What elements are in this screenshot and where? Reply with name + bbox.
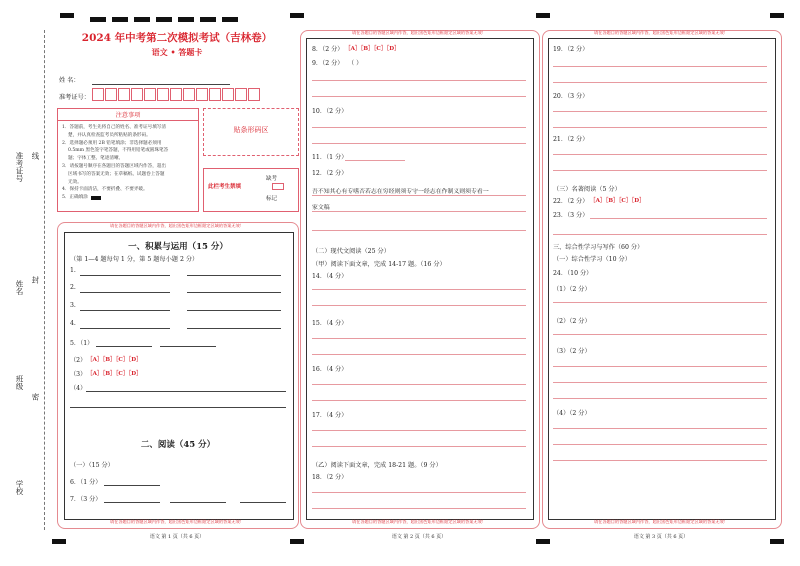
q24-4-line[interactable] [553,428,767,429]
q10-line[interactable] [312,143,526,144]
timing-mark [770,13,784,18]
q5-3-choices[interactable]: ［A］［B］［C］［D］ [87,371,142,377]
section2-title: 二、阅读（45 分） [140,440,216,450]
q24-3-label: （3）（2 分） [553,348,591,355]
q13-line[interactable] [312,230,526,231]
notice-item: 区域书写的答案无效；在草稿纸、试题卷上答题 [68,171,165,177]
q22-choices[interactable]: ［A］［B］［C］［D］ [590,198,645,204]
q20-line[interactable] [553,111,767,112]
q1-label: 1. [70,267,76,274]
q24-label: 24．（10 分） [553,270,593,277]
q24-1-line[interactable] [553,302,767,303]
grid-line [312,211,526,212]
q8-label: 8．（2 分） [312,46,344,53]
q16-line[interactable] [312,384,526,385]
q23-line[interactable] [590,218,767,219]
q11-line[interactable] [345,160,405,161]
q24-4-label: （4）（2 分） [553,410,591,417]
part2-label: （二）现代文阅读（25 分） [312,248,390,255]
barcode-label: 贴条形码区 [233,126,269,134]
q14-line[interactable] [312,289,526,290]
q21-line[interactable] [553,170,767,171]
panel-notice: 请在各题目的答题区域内作答，超出黑色矩形边框限定区域的答案无效！ [351,30,486,35]
panel-notice: 请在各题目的答题区域内作答，超出黑色矩形边框限定区域的答案无效！ [593,519,728,524]
q23-label: 23．（3 分） [553,212,589,219]
q21-label: 21．（2 分） [553,136,589,143]
q5-line-b[interactable] [160,346,216,347]
q13-grid-text: 吾不知其心有专嗜否若志在穷经则须专守一经志在作制义则须专看一 [312,189,489,195]
q6-label: 6．（1 分） [70,479,102,486]
q5-label: 5．（1） [70,340,94,347]
page-footer-2: 语文 第 2 页（共 6 页） [391,534,447,540]
notice-item: 1．答题前，考生先将自己的姓名、准考证号填写清 [62,125,166,130]
q5-4-label: （4） [70,385,87,392]
binding-class-label: 班级 [15,375,24,390]
panel-notice: 请在各题目的答题区域内作答，超出黑色矩形边框限定区域的答案无效！ [109,223,244,228]
notice-item: 0.5mm 黑色签字笔答题，不得用铅笔或圆珠笔答 [68,148,169,154]
timing-mark [112,17,128,22]
q18-line[interactable] [312,508,526,509]
absent-checkbox[interactable] [272,183,284,190]
notice-item: 题；字体工整、笔迹清晰。 [68,156,124,162]
timing-mark [200,17,216,22]
part2a-label: （甲）阅读下面文章，完成 14-17 题。（16 分） [312,261,446,268]
q17-line[interactable] [312,446,526,447]
q1-line-a[interactable] [80,275,170,276]
timing-mark [536,13,550,18]
absent-label-bottom: 标记 [266,196,278,202]
page-title: 2024 年中考第二次模拟考试（吉林卷） [81,32,273,44]
notice-item: 4．保持卡面清洁，不要折叠、不要弄破。 [62,187,148,193]
timing-mark [60,13,74,18]
q9-line[interactable] [312,80,526,81]
q15-line[interactable] [312,354,526,355]
q22-label: 22．（2 分） [553,198,589,205]
q5-4-line-2[interactable] [70,407,286,408]
page-footer-1: 语文 第 1 页（共 6 页） [149,534,205,540]
binding-id-label: 准考证号 [15,152,24,182]
q14-line[interactable] [312,305,526,306]
q24-3-line[interactable] [553,382,767,383]
panel-notice: 请在各题目的答题区域内作答，超出黑色矩形边框限定区域的答案无效！ [351,519,486,524]
q20-line[interactable] [553,127,767,128]
q24-2-line[interactable] [553,334,767,335]
q7-line-c[interactable] [240,502,286,503]
q7-line-b[interactable] [170,502,226,503]
notice-item: 楚，并认真检查监考员所粘贴的条形码。 [68,132,151,138]
filled-sample-icon [91,196,101,200]
page-subtitle: 语文 • 答题卡 [151,47,203,57]
q1-line-b[interactable] [187,275,281,276]
q10-label: 10．（2 分） [312,108,348,115]
q16-label: 16．（4 分） [312,366,348,373]
timing-mark [156,17,172,22]
q5-line-a[interactable] [96,346,152,347]
q16-line[interactable] [312,400,526,401]
timing-mark [290,13,304,18]
absent-box [203,168,299,212]
timing-mark [178,17,194,22]
q15-line[interactable] [312,338,526,339]
q13-grid-text-2: 家文稿 [312,205,330,211]
q4-line-b[interactable] [187,328,281,329]
notice-item: 无效。 [68,179,82,185]
binding-line [44,30,45,530]
section1-title: 一、积累与运用（15 分） [128,242,228,252]
binding-school-label: 学校 [15,480,24,495]
q24-4-line[interactable] [553,444,767,445]
q17-line[interactable] [312,430,526,431]
q18-label: 18．（2 分） [312,474,348,481]
grid-line [312,195,526,196]
notice-title: 注意事项 [58,109,198,121]
q7-line-a[interactable] [104,502,160,503]
q24-1-label: （1）（2 分） [553,286,591,293]
page-footer-3: 语文 第 3 页（共 6 页） [633,534,689,540]
q5-2-label: （2） [70,357,87,364]
part3-label: （三）名著阅读（5 分） [553,186,621,193]
name-label: 姓 名： [59,77,80,84]
q12-label: 12．（2 分） [312,170,348,177]
q8-choices[interactable]: ［A］［B］［C］［D］ [345,46,400,52]
timing-mark [222,17,238,22]
q2-line-b[interactable] [187,292,281,293]
q18-line[interactable] [312,492,526,493]
id-boxes[interactable] [92,88,260,101]
q4-label: 4. [70,320,76,327]
q4-line-a[interactable] [80,328,170,329]
q23-line[interactable] [553,234,767,235]
panel-notice: 请在各题目的答题区域内作答，超出黑色矩形边框限定区域的答案无效！ [593,30,728,35]
section3-title: 三、综合性学习与写作（60 分） [553,244,644,251]
q5-3-label: （3） [70,371,87,378]
q15-label: 15．（4 分） [312,320,348,327]
q5-2-choices[interactable]: ［A］［B］［C］［D］ [87,357,142,363]
q2-label: 2. [70,284,76,291]
timing-mark [134,17,150,22]
q9-paren[interactable]: （ ） [348,60,363,67]
q3-label: 3. [70,302,76,309]
q9-line[interactable] [312,96,526,97]
notice-item: 3．请按题号顺序在各题目的答题区域内作答，超出 [62,163,166,169]
absent-warning: 此栏考生禁填 [208,184,242,190]
notice-item: 2．选择题必须用 2B 铅笔填涂；非选择题必须用 [62,140,162,146]
panel-notice: 请在各题目的答题区域内作答，超出黑色矩形边框限定区域的答案无效！ [109,519,244,524]
timing-mark [90,17,106,22]
part1-label: （一）（15 分） [70,462,114,469]
q24-3-line[interactable] [553,366,767,367]
q11-label: 11．（1 分） [312,154,348,161]
notice-box [57,108,199,212]
section1-note: （第 1—4 题每句 1 分，第 5 题每小题 2 分） [70,256,199,263]
q3-line-b[interactable] [187,310,281,311]
q10-line[interactable] [312,127,526,128]
q6-line[interactable] [104,485,160,486]
binding-seal-label: 封 [31,276,40,284]
part4-label: （一）综合性学习（10 分） [553,256,631,263]
barcode-area [203,108,299,156]
part2b-label: （乙）阅读下面文章，完成 18-21 题。（9 分） [312,462,442,469]
binding-secret-label: 密 [31,393,40,401]
q2-line-a[interactable] [80,292,170,293]
id-label: 准考证号： [59,94,90,101]
binding-line-label: 线 [31,152,40,160]
q24-4-line[interactable] [553,460,767,461]
q20-label: 20．（3 分） [553,93,589,100]
q17-label: 17．（4 分） [312,412,348,419]
name-field[interactable] [92,84,230,85]
q9-label: 9．（2 分） [312,60,344,67]
binding-name-label: 姓名 [15,280,24,295]
absent-label-top: 缺考 [266,176,278,182]
q19-line[interactable] [553,66,767,67]
q5-4-line[interactable] [86,391,286,392]
q21-line[interactable] [553,154,767,155]
q19-line[interactable] [553,82,767,83]
notice-item: 5．正确填涂 [62,195,88,201]
q19-label: 19．（2 分） [553,46,589,53]
q7-label: 7．（3 分） [70,496,102,503]
q24-3-line[interactable] [553,398,767,399]
q3-line-a[interactable] [80,310,170,311]
q24-2-label: （2）（2 分） [553,318,591,325]
q14-label: 14．（4 分） [312,273,348,280]
